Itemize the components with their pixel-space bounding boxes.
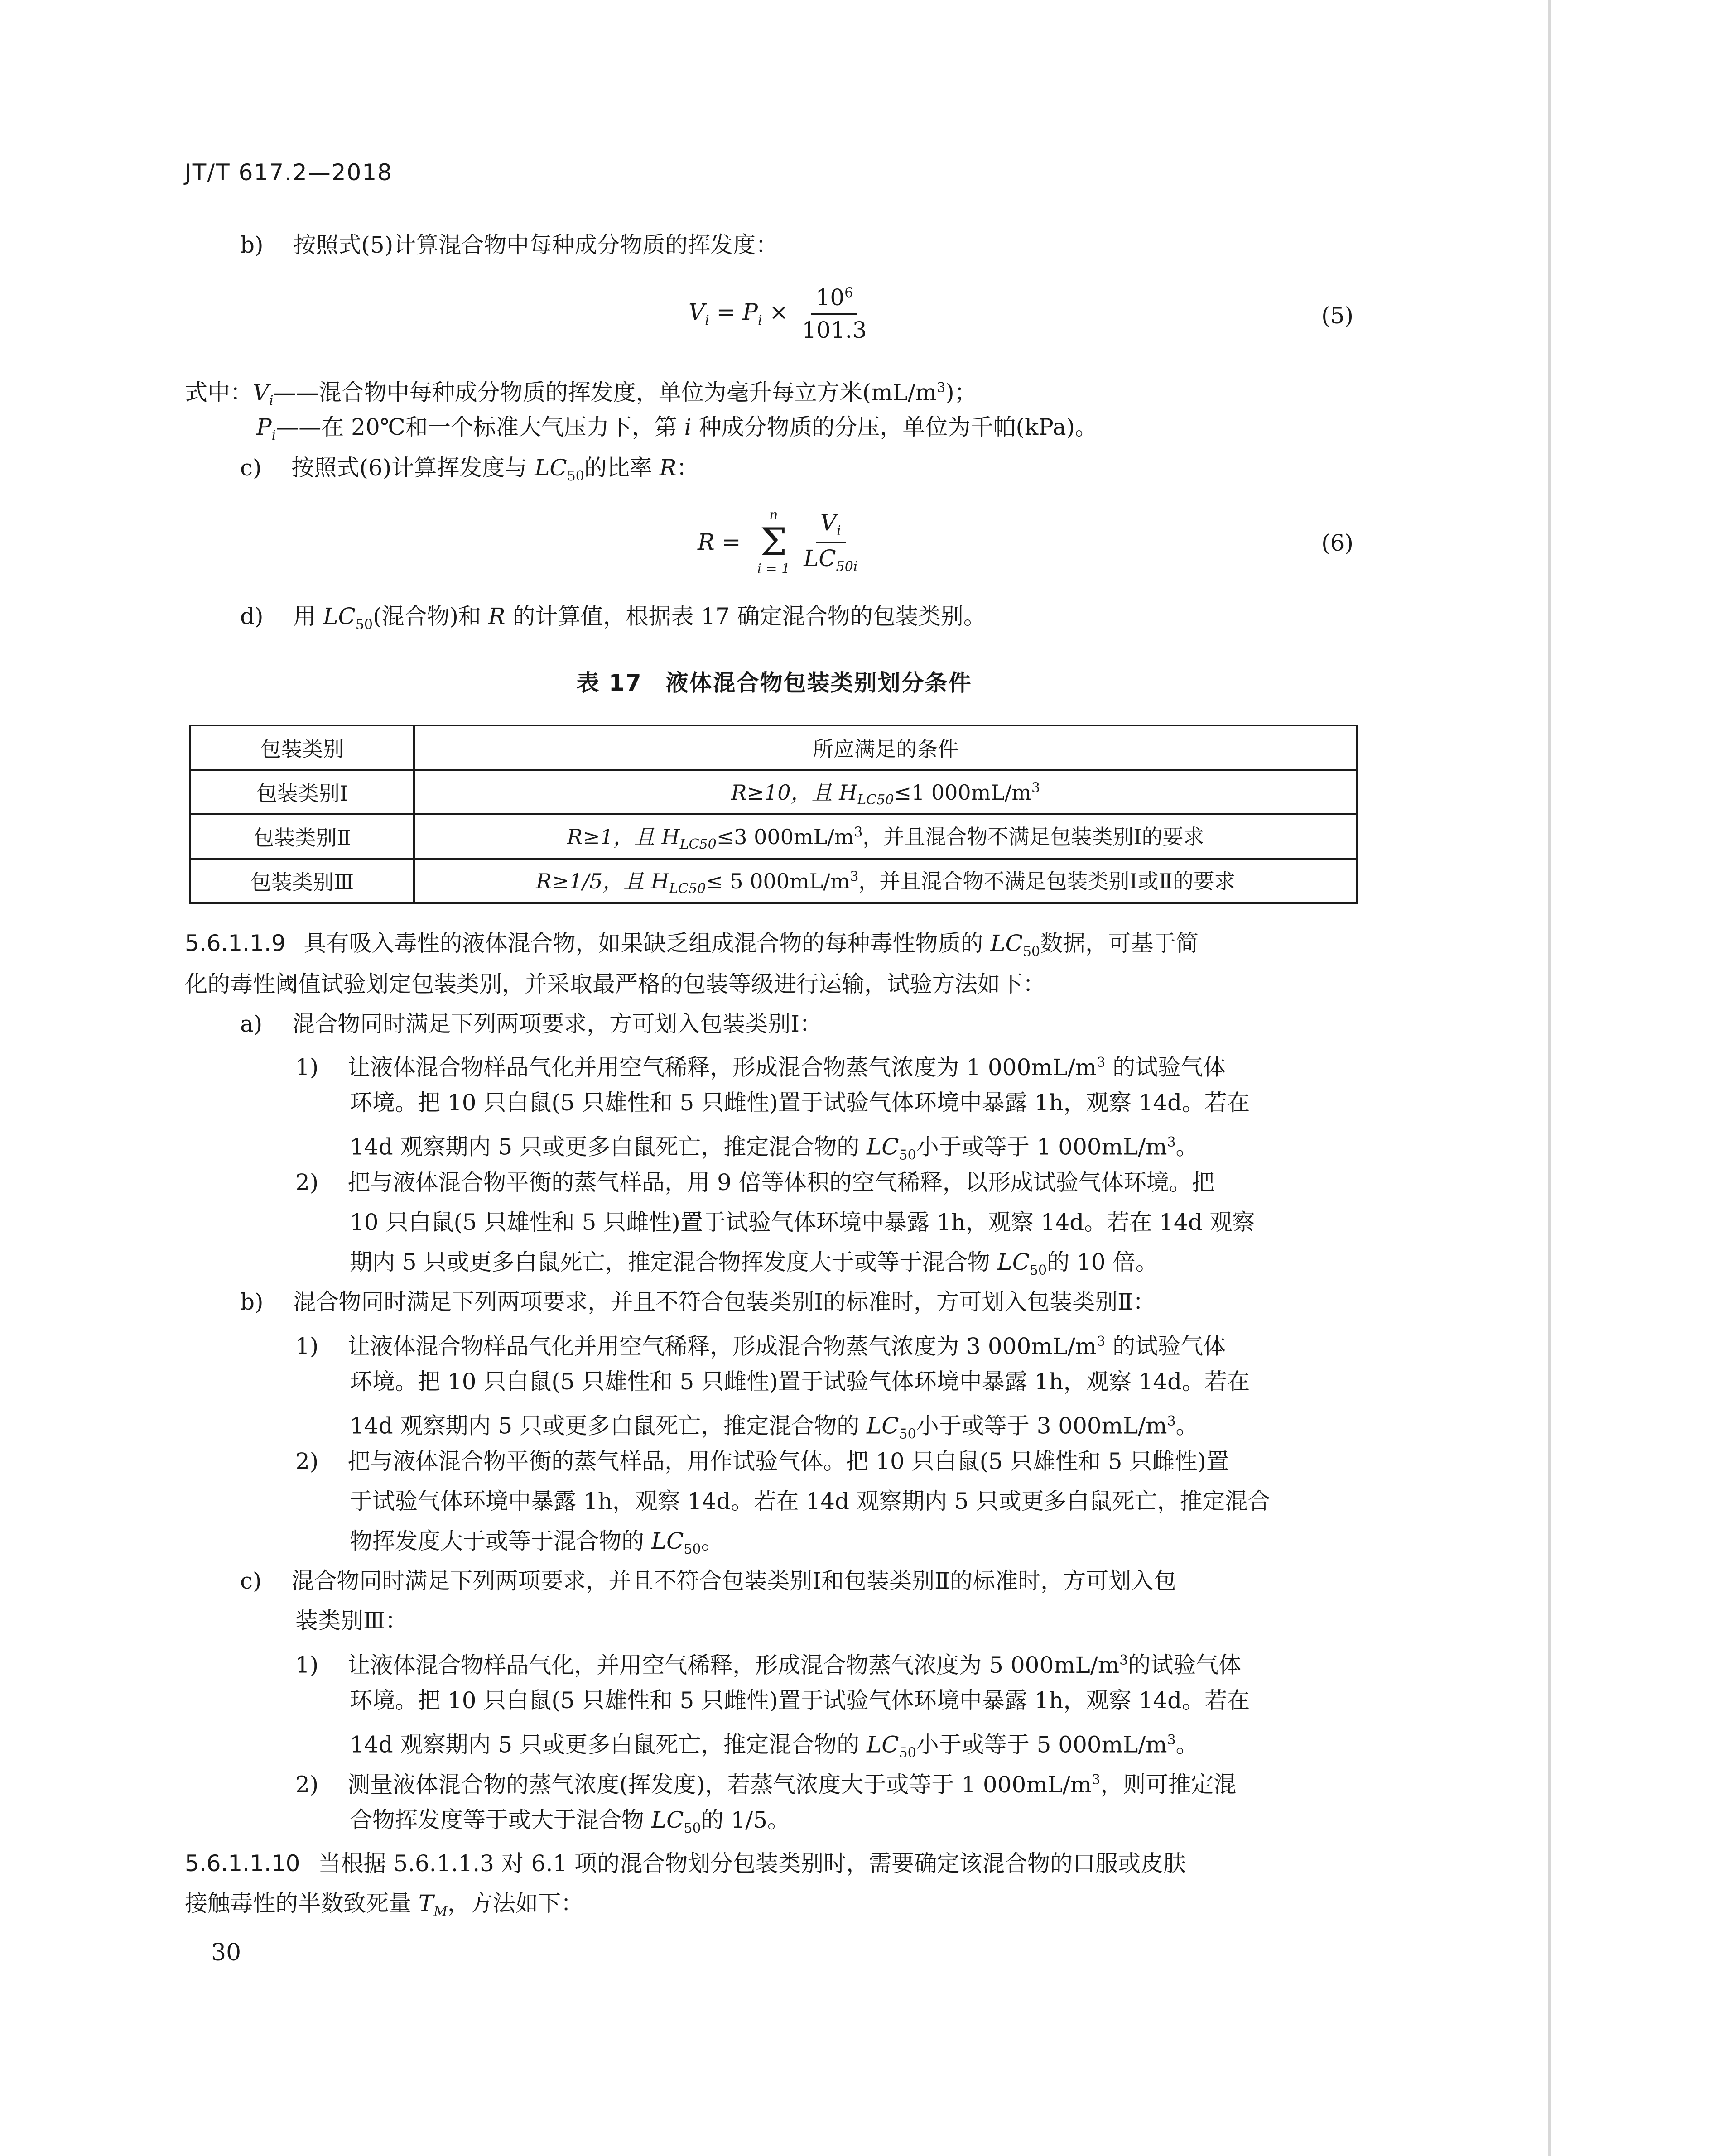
sub-item-b1: 1) 让液体混合物样品气化并用空气稀释，形成混合物蒸气浓度为 3 $000mL/m^3$ 的试验气体 [295, 1333, 1226, 1359]
list-item-d: d) 用 $LC_{50}$(混合物)和 R 的计算值，根据表 17 确定混合物的包装类别。 [240, 603, 986, 633]
list-item-b [240, 231, 778, 259]
fraction: $\frac{V_i}{LC_{50i}}$ [804, 509, 858, 575]
sub-item-b2: 2) 把与液体混合物平衡的蒸气样品，用作试验气体。把 10 只白鼠(5 只雄性和 5 只雌性)置 [295, 1448, 1229, 1474]
sub-item-c1: 1) 让液体混合物样品气化，并用空气稀释，形成混合物蒸气浓度为 5 $000mL/m^3$的试验气体 [295, 1652, 1242, 1678]
list-item-c-formula: c) 按照式(6)计算挥发度与 $LC_{50}$的比率 R： [240, 455, 699, 484]
sub-item-a1: 1) 让液体混合物样品气化并用空气稀释，形成混合物蒸气浓度为 1 $000mL/m^3$ 的试验气体 [295, 1054, 1226, 1080]
list-item-c: c) 混合物同时满足下列两项要求，并且不符合包装类别Ⅰ和包装类别Ⅱ的标准时，方可划入包 [240, 1568, 1177, 1594]
table-header: 所应满足的条件 [414, 725, 1357, 770]
fraction: $\frac{10^6}{101.3}$ [802, 284, 867, 343]
table-caption: 表 17 液体混合物包装类别划分条件 [576, 670, 972, 696]
equation-5: $V_i = P_i$ × $\frac{10^6}{101.3}$ [689, 284, 867, 343]
table-row: 包装类别Ⅲ R≥1/5，且 $H_{LC50}\le 5$ $000mL/m^3$，并且混合物不满足包装类别Ⅰ或Ⅱ的要求 [190, 859, 1357, 903]
sub-item-a2: 2) 把与液体混合物平衡的蒸气样品，用 9 倍等体积的空气稀释，以形成试验气体环境。把 [295, 1169, 1214, 1196]
clause-5-6-1-1-9-line2: 化的毒性阈值试验划定包装类别，并采取最严格的包装等级进行运输，试验方法如下： [185, 971, 1045, 997]
sub-item-c1-line2: 环境。把 10 只白鼠(5 只雄性和 5 只雌性)置于试验气体环境中暴露 1h，观察 14d。若在 [350, 1687, 1250, 1714]
sub-item-b2-line2: 于试验气体环境中暴露 1h，观察 14d。若在 14d 观察期内 5 只或更多白鼠死亡，推定混合 [350, 1488, 1271, 1514]
item-marker: b) [240, 232, 264, 258]
list-item-b2: b) 混合物同时满足下列两项要求，并且不符合包装类别Ⅰ的标准时，方可划入包装类别Ⅱ： [240, 1289, 1156, 1315]
clause-5-6-1-1-9: 5.6.1.1.9 具有吸入毒性的液体混合物，如果缺乏组成混合物的每种毒性物质的 $LC_{50}$数据，可基于简 [185, 930, 1199, 960]
page-edge-divider [1548, 0, 1551, 2156]
equation-6: R = n Σ i = 1 $\frac{V_i}{LC_{50i}}$ [698, 507, 858, 577]
table-header-row [190, 725, 1357, 770]
sub-item-b1-line3: 14d 观察期内 5 只或更多白鼠死亡，推定混合物的 $LC_{50}$小于或等于 3 $000mL/m^3$。 [350, 1412, 1199, 1442]
sub-item-a1-line3: 14d 观察期内 5 只或更多白鼠死亡，推定混合物的 $LC_{50}$小于或等于 1 $000mL/m^3$。 [350, 1133, 1199, 1163]
sub-item-b1-line2: 环境。把 10 只白鼠(5 只雄性和 5 只雌性)置于试验气体环境中暴露 1h，观察 14d。若在 [350, 1369, 1250, 1395]
sub-item-c2-line2: 合物挥发度等于或大于混合物 $LC_{50}$的 1/5。 [350, 1807, 790, 1836]
standard-code-header: JT/T 617.2—2018 [185, 159, 393, 186]
table-row: 包装类别Ⅱ R≥1，且 $H_{LC50}\le 3$ $000mL/m^3$，并且混合物不满足包装类别Ⅰ的要求 [190, 814, 1357, 859]
table-header: 包装类别 [190, 725, 414, 770]
page-number: 30 [211, 1939, 241, 1966]
sub-item-c2: 2) 测量液体混合物的蒸气浓度(挥发度)，若蒸气浓度大于或等于 1 $000mL/m^3$，则可推定混 [295, 1771, 1237, 1798]
table-row: 包装类别Ⅰ R≥10，且 $H_{LC50}\le 1$ $000mL/m^3$ [190, 770, 1357, 814]
where-clause-p: $P_i——$在 20℃和一个标准大气压力下，第 i 种成分物质的分压，单位为千帕(kPa)。 [256, 414, 1098, 443]
sub-item-a2-line2: 10 只白鼠(5 只雄性和 5 只雌性)置于试验气体环境中暴露 1h，观察 14d。若在 14d 观察 [350, 1209, 1255, 1235]
sub-item-b2-line3: 物挥发度大于或等于混合物的 $LC_{50}$。 [350, 1528, 724, 1557]
equation-number-6: (6) [1321, 530, 1353, 556]
clause-5-6-1-1-10: 5.6.1.1.10 当根据 5.6.1.1.3 对 6.1 项的混合物划分包装类别时，需要确定该混合物的口服或皮肤 [185, 1850, 1186, 1877]
packing-group-table [189, 725, 1358, 904]
list-item-c-line2: 装类别Ⅲ： [295, 1608, 408, 1634]
where-clause-v: 式中：$V_i——$混合物中每种成分物质的挥发度，单位为毫升每立方米$(mL/m^3)$； [185, 379, 977, 409]
clause-5-6-1-1-10-line2: 接触毒性的半数致死量 $T_M$，方法如下： [185, 1890, 583, 1920]
sub-item-a2-line3: 期内 5 只或更多白鼠死亡，推定混合物挥发度大于或等于混合物 $LC_{50}$的 10 倍。 [350, 1249, 1158, 1278]
item-text: 按照式(5)计算混合物中每种成分物质的挥发度： [293, 232, 779, 258]
equation-number-5: (5) [1321, 303, 1353, 329]
list-item-a: a) 混合物同时满足下列两项要求，方可划入包装类别Ⅰ： [240, 1011, 822, 1037]
sub-item-c1-line3: 14d 观察期内 5 只或更多白鼠死亡，推定混合物的 $LC_{50}$小于或等于 5 $000mL/m^3$。 [350, 1731, 1199, 1761]
sub-item-a1-line2: 环境。把 10 只白鼠(5 只雄性和 5 只雌性)置于试验气体环境中暴露 1h，观察 14d。若在 [350, 1090, 1250, 1116]
summation: n Σ i = 1 [757, 507, 790, 577]
